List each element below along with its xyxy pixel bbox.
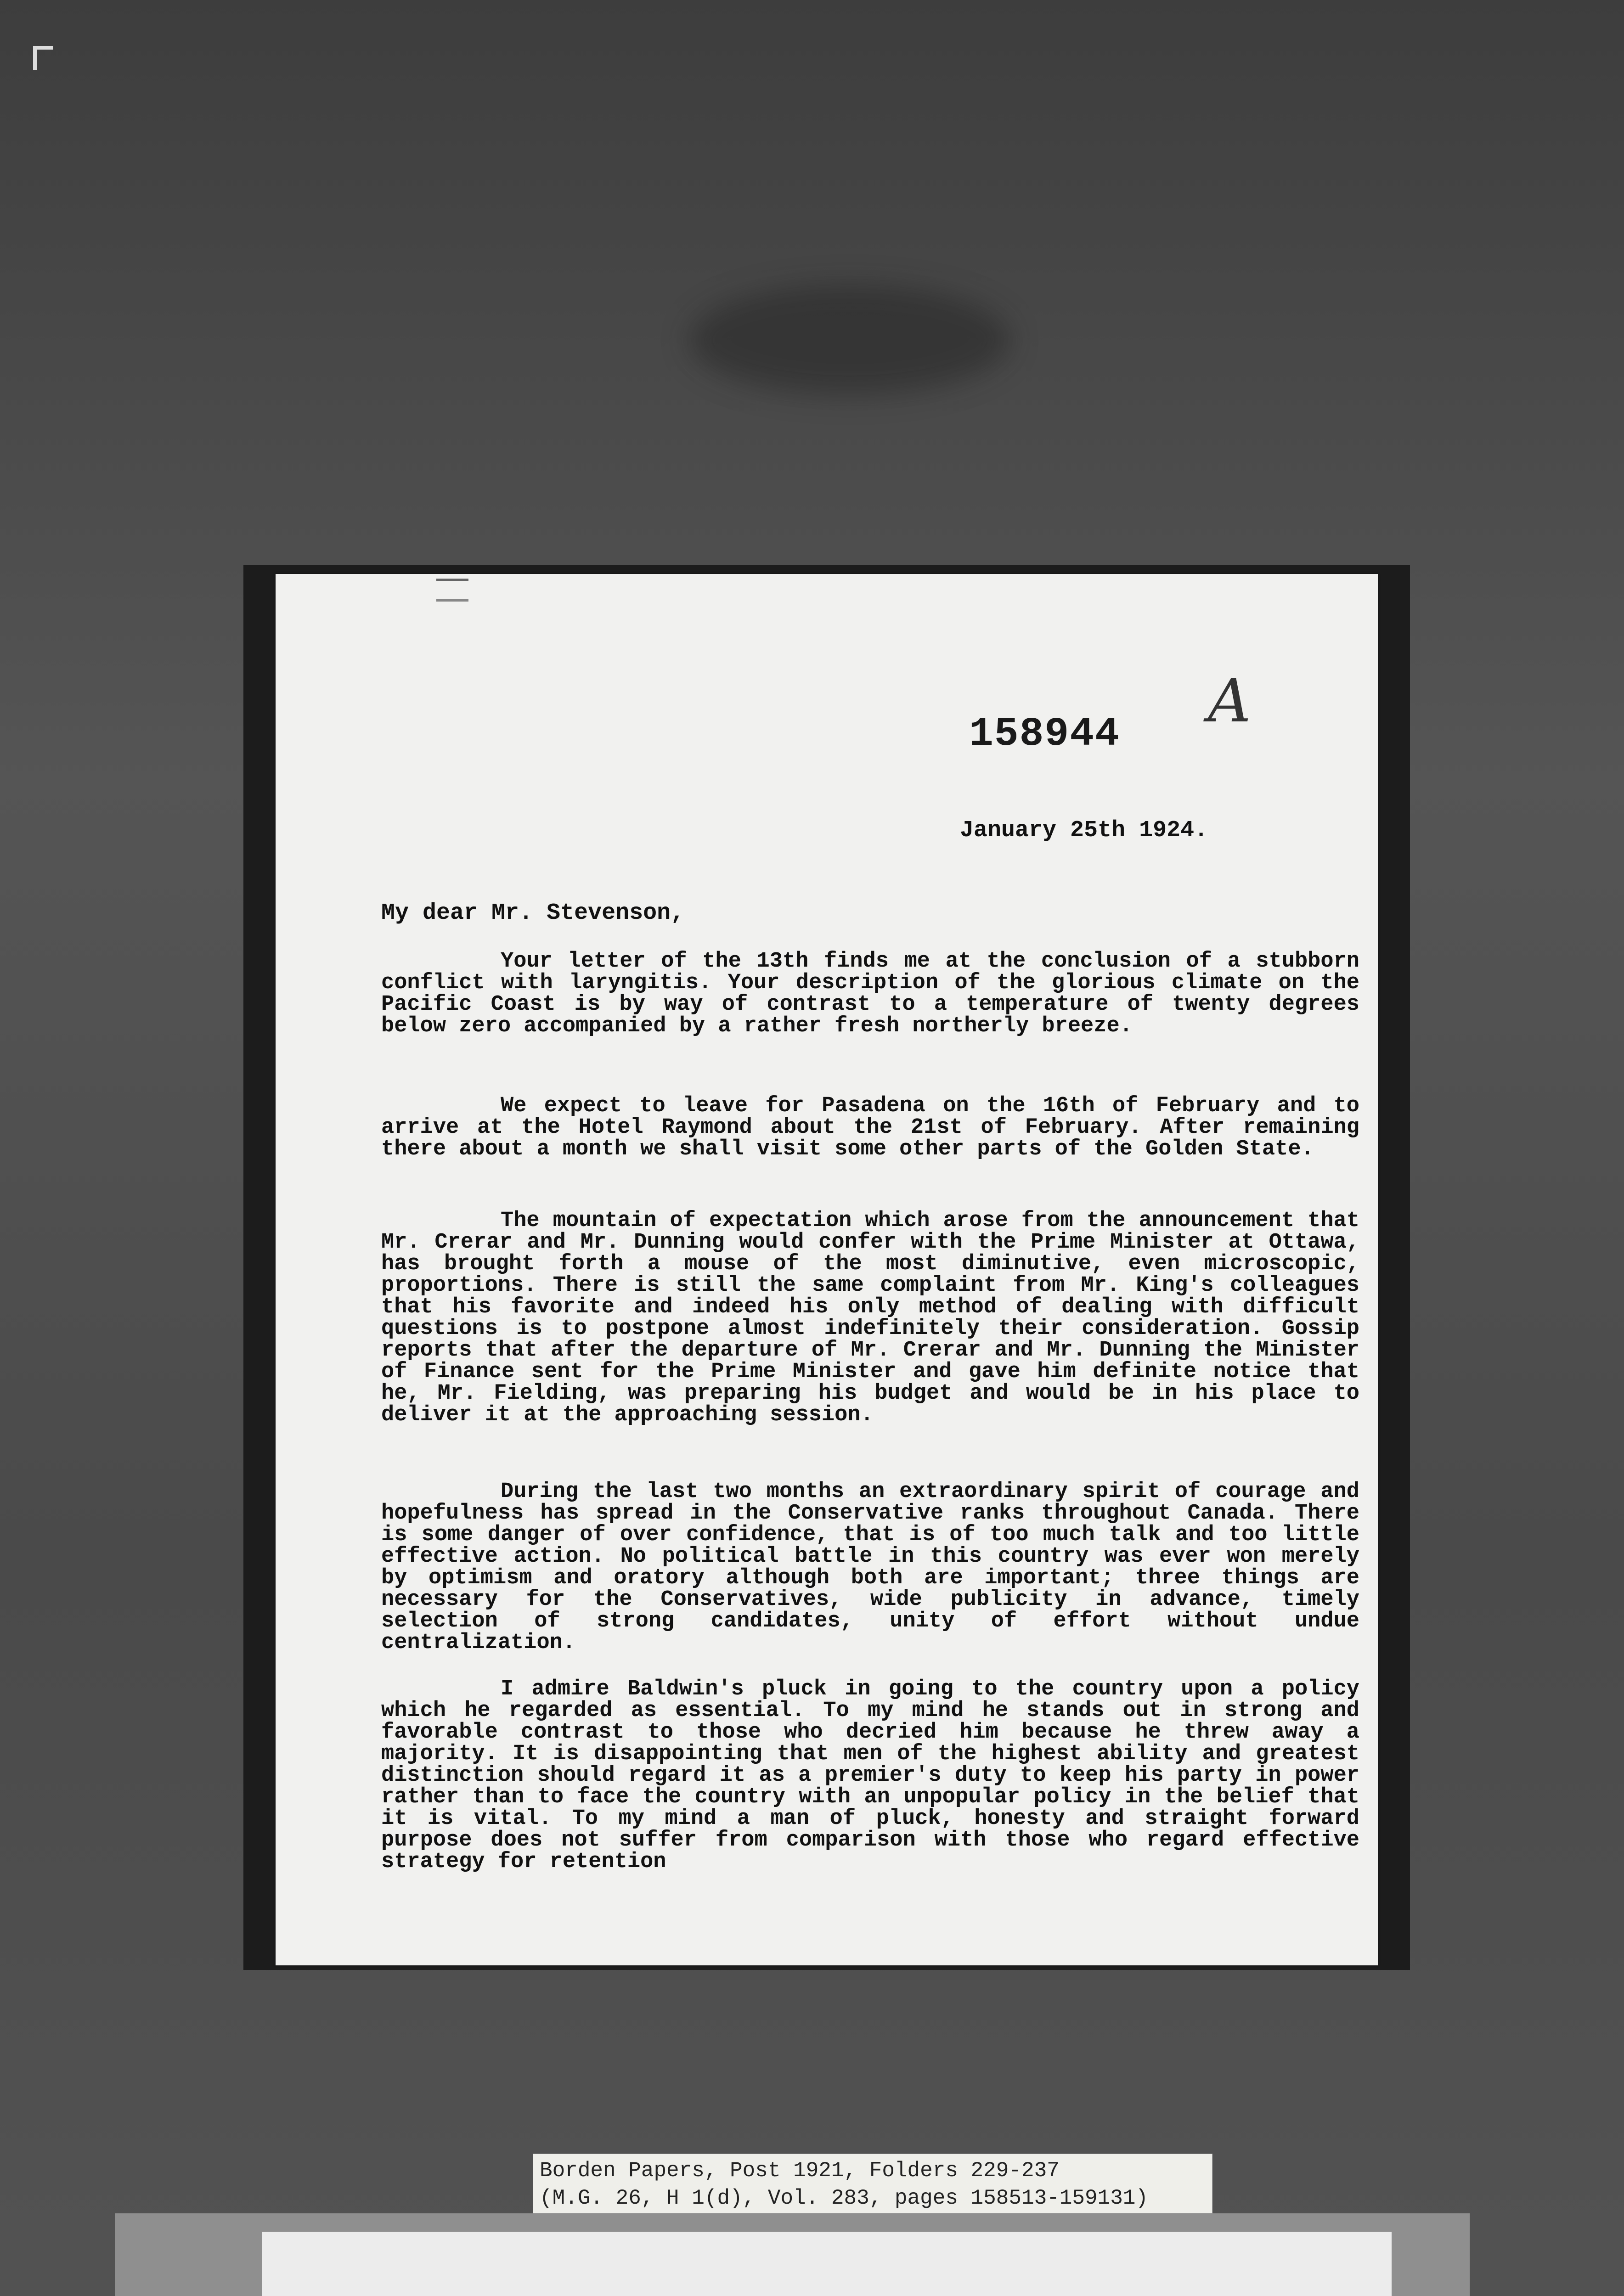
paper-clip-mark [436, 579, 468, 602]
letter-paragraph: During the last two months an extraordinary spirit of courage and hopefulness has spread in the Conservative ranks throughout Canada. There is some danger of over confidence, that is of too much talk and too little effective action. No political battle in this country was ever won merely by optimism and oratory although both are important; three things are necessary for the Conservatives, wide publicity in advance, timely selection of strong candidates, unity of effort without undue centralization. [381, 1480, 1359, 1655]
letter-page [276, 574, 1378, 1965]
letter-paragraph: We expect to leave for Pasadena on the 16th of February and to arrive at the Hotel Raymond about the 21st of February. After remaining there about a month we shall visit some other parts of the Golden State. [381, 1094, 1359, 1161]
film-smudge [689, 285, 1010, 395]
folder-label-line: (M.G. 26, H 1(d), Vol. 283, pages 158513-159131) [540, 2186, 1149, 2210]
document-number: 158944 [969, 712, 1120, 757]
letter-paragraph: The mountain of expectation which arose from the announcement that Mr. Crerar and Mr. Dunning would confer with the Prime Minister at Ottawa, has brought forth a mouse of the most diminutive, even microscopic, proportions. There is still the same complaint from Mr. King's colleagues that his favorite and indeed his only method of dealing with difficult questions is to postpone almost indefinitely their consideration. Gossip reports that after the departure of Mr. Crerar and Mr. Dunning the Minister of Finance sent for the Prime Minister and gave him definite notice that he, Mr. Fielding, was preparing his budget and would be in his place to deliver it at the approaching session. [381, 1209, 1359, 1427]
handwritten-mark: A [1208, 666, 1251, 736]
film-corner-mark [33, 46, 53, 70]
folder-label-line: Borden Papers, Post 1921, Folders 229-237 [540, 2159, 1060, 2183]
folder-label [533, 2154, 1212, 2213]
salutation: My dear Mr. Stevenson, [381, 900, 685, 926]
letter-date: January 25th 1924. [960, 817, 1208, 844]
archive-stamp [262, 2232, 1392, 2296]
letter-paragraph: I admire Baldwin's pluck in going to the country upon a policy which he regarded as essential. To my mind he stands out in strong and favorable contrast to those who decried him because he threw away a majority. It is disappointing that men of the highest ability and greatest distinction should regard it as a premier's duty to keep his party in power rather than to face the country with an unpopular policy in the belief that it is vital. To my mind a man of pluck, honesty and straight forward purpose does not suffer from comparison with those who regard effective strategy for retention [381, 1677, 1359, 1874]
letter-paragraph: Your letter of the 13th finds me at the conclusion of a stubborn conflict with laryngitis. Your description of the glorious climate on the Pacific Coast is by way of contrast to a temperature of twenty degrees below zero accompanied by a rather fresh northerly breeze. [381, 949, 1359, 1038]
